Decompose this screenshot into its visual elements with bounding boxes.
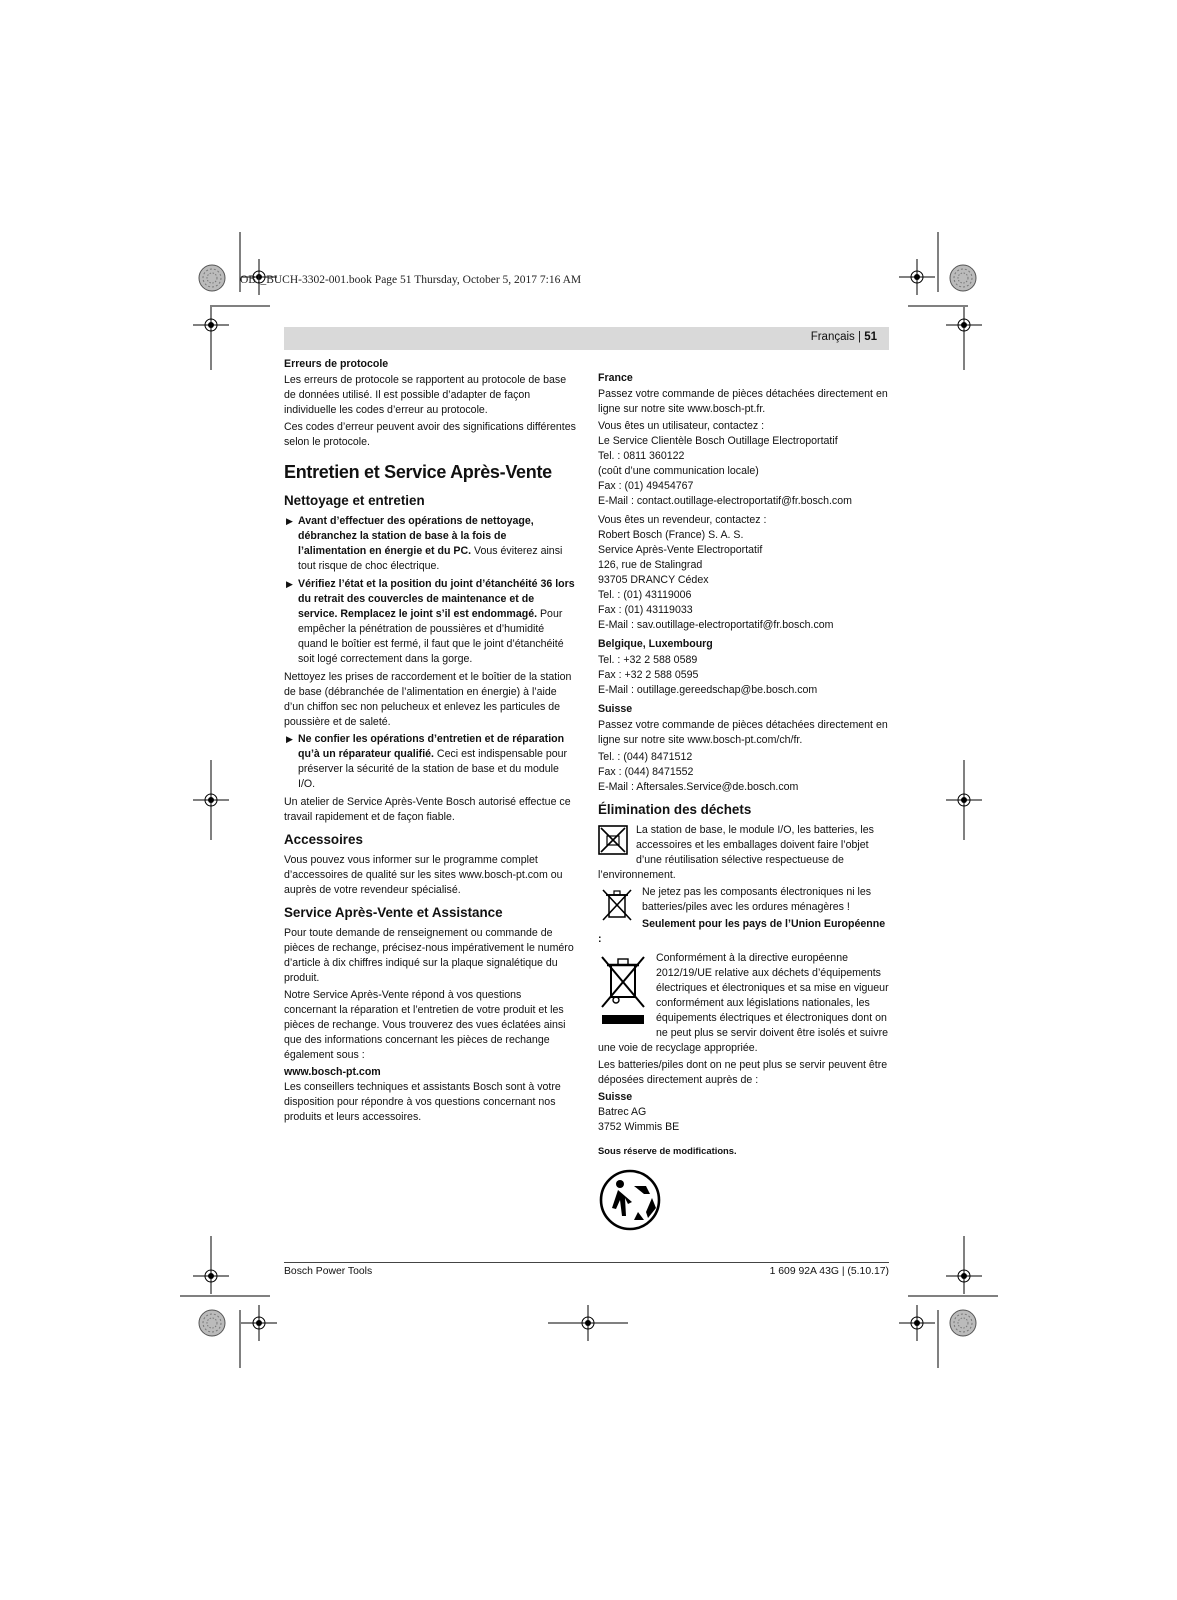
elimination-title: Élimination des déchets — [598, 802, 752, 817]
france-user-contact — [598, 419, 890, 509]
eu-directive-block — [598, 951, 890, 1058]
contact-line: 126, rue de Stalingrad — [598, 559, 703, 571]
contact-line: Service Après-Vente Electroportatif — [598, 544, 763, 556]
service-url: www.bosch-pt.com — [284, 1066, 381, 1078]
bullet-2 — [284, 577, 576, 667]
separator: | — [858, 331, 861, 343]
footer-rule — [284, 1262, 889, 1263]
contact-line: Le Service Clientèle Bosch Outillage Electroportatif — [598, 435, 838, 447]
no-dumping-icon — [598, 825, 628, 855]
contact-line: Fax : (01) 43119033 — [598, 604, 693, 616]
suisse-contact — [598, 750, 890, 795]
language-page-label — [811, 331, 877, 343]
contact-line: Tel. : +32 2 588 0589 — [598, 654, 698, 666]
footer-doc-number: 1 609 92A 43G | (5.10.17) — [769, 1266, 889, 1277]
triangle-bullet-icon: ▶ — [286, 579, 293, 589]
contact-line: Robert Bosch (France) S. A. S. — [598, 529, 744, 541]
erreurs-title: Erreurs de protocole — [284, 358, 389, 370]
accessoires-paragraph: Vous pouvez vous informer sur le programme complet d’accessoires de qualité sur les sites www.bosch-pt.com ou auprès de votre revendeur spécialisé. — [284, 854, 563, 896]
language-label: Français — [810, 331, 855, 343]
address-line: 3752 Wimmis BE — [598, 1121, 680, 1133]
elimination-bin-block — [598, 885, 890, 947]
service-paragraph-1: Pour toute demande de renseignement ou commande de pièces de rechange, précisez-nous impérativement le numéro d’article à dix chiffres indiqué sur la plaque signalétique du produit. — [284, 927, 574, 984]
crossed-bin-icon — [600, 887, 634, 923]
contact-line: Tel. : (01) 43119006 — [598, 589, 692, 601]
contact-line: 93705 DRANCY Cédex — [598, 574, 709, 586]
france-dealer-contact — [598, 513, 890, 633]
contact-line: Tel. : 0811 360122 — [598, 450, 685, 462]
suisse2-title: Suisse — [598, 1091, 633, 1103]
bullet-1 — [284, 514, 576, 574]
bullet-2-text: Pour empêcher la pénétration de poussières et d’humidité quand le boîtier est fermé, il faut que le joint d’étanchéité soit logé correctement dans la gorge. — [298, 608, 564, 665]
contact-line: Vous êtes un utilisateur, contactez : — [598, 420, 765, 432]
bullet-3-bold: Ne confier les opérations d’entretien et de réparation qu’à un réparateur qualifié. — [298, 733, 565, 760]
address-line: Batrec AG — [598, 1106, 647, 1118]
contact-line: E-Mail : sav.outillage-electroportatif@fr.bosch.com — [598, 619, 834, 631]
nettoyage-title: Nettoyage et entretien — [284, 493, 425, 508]
bullet-2-bold: Vérifiez l’état et la position du joint d’étanchéité 36 lors du retrait des couvercles de maintenance et de service. Remplacez le joint s’il est endommagé. — [298, 578, 575, 620]
triangle-bullet-icon: ▶ — [286, 516, 293, 526]
contact-line: Vous êtes un revendeur, contactez : — [598, 514, 767, 526]
nettoyage-paragraph: Nettoyez les prises de raccordement et le boîtier de la station de base (débranchée de l’alimentation en énergie) à l’aide d’un chiffon sec non pelucheux et enlevez les particules de poussière et de saleté. — [284, 671, 572, 728]
erreurs-paragraph-2: Ces codes d’erreur peuvent avoir des significations différentes selon le protocole. — [284, 421, 576, 448]
batteries-paragraph: Les batteries/piles dont on ne peut plus se servir peuvent être déposées directement auprès de : — [598, 1059, 888, 1086]
contact-line: (coût d’une communication locale) — [598, 465, 759, 477]
elimination-paragraph-1: La station de base, le module I/O, les batteries, les accessoires et les emballages doivent faire l’objet d’une réutilisation sélective respectueuse de l’environnement. — [598, 824, 874, 881]
book-header: OBJ_BUCH-3302-001.book Page 51 Thursday, October 5, 2017 7:16 AM — [240, 274, 582, 286]
bullet-1-text: Vous éviterez ainsi tout risque de choc électrique. — [298, 545, 563, 572]
atelier-paragraph: Un atelier de Service Après-Vente Bosch autorisé effectue ce travail rapidement et de façon fiable. — [284, 796, 571, 823]
eu-only-label: Seulement pour les pays de l’Union Européenne : — [598, 918, 886, 945]
bullet-3 — [284, 732, 576, 792]
contact-line: Tel. : (044) 8471512 — [598, 751, 693, 763]
main-heading: Entretien et Service Après-Vente — [284, 462, 552, 482]
contact-line: Fax : +32 2 588 0595 — [598, 669, 699, 681]
bullet-3-text: Ceci est indispensable pour préserver la sécurité de la station de base et du module I/O. — [298, 748, 568, 790]
elimination-recycle-block — [598, 823, 890, 885]
right-column — [598, 371, 890, 1237]
suisse-title: Suisse — [598, 703, 633, 715]
contact-line: E-Mail : outillage.gereedschap@be.bosch.com — [598, 684, 818, 696]
service-paragraph-2: Notre Service Après-Vente répond à vos questions concernant la réparation et l’entretien de votre produit et les pièces de rechange. Vous trouverez des vues éclatées ainsi que des informations concernant les pièces de rechange également sous : — [284, 989, 566, 1061]
left-column — [284, 357, 576, 1127]
france-paragraph: Passez votre commande de pièces détachées directement en ligne sur notre site www.bosch-pt.fr. — [598, 388, 888, 415]
triman-recycling-icon — [598, 1168, 662, 1232]
accessoires-title: Accessoires — [284, 832, 363, 847]
belgique-title: Belgique, Luxembourg — [598, 638, 713, 650]
bullet-1-bold: Avant d’effectuer des opérations de nettoyage, débranchez la station de base à la fois de l’alimentation en énergie et du PC. — [298, 515, 534, 557]
weee-bin-icon — [598, 953, 648, 1027]
page-number: 51 — [864, 331, 877, 343]
belgique-contact — [598, 653, 890, 698]
reserve-notice: Sous réserve de modifications. — [598, 1145, 737, 1156]
page-top-bar — [284, 327, 889, 350]
triangle-bullet-icon: ▶ — [286, 734, 293, 744]
contact-line: Fax : (01) 49454767 — [598, 480, 694, 492]
service-title: Service Après-Vente et Assistance — [284, 905, 503, 920]
footer-brand: Bosch Power Tools — [284, 1266, 373, 1277]
contact-line: E-Mail : Aftersales.Service@de.bosch.com — [598, 781, 799, 793]
service-paragraph-3: Les conseillers techniques et assistants Bosch sont à votre disposition pour répondre à vos questions concernant nos produits et leurs accessoires. — [284, 1081, 561, 1123]
erreurs-paragraph-1: Les erreurs de protocole se rapportent au protocole de base de données utilisé. Il est possible d’adapter de façon individuelle les codes d’erreur au protocole. — [284, 374, 567, 416]
eu-directive-paragraph: Conformément à la directive européenne 2012/19/UE relative aux déchets d’équipements électriques et électroniques et sa mise en vigueur conformément aux législations nationales, les équipements électriques et électroniques dont on ne peut plus se servir doivent être isolés et suivre une voie de recyclage appropriée. — [598, 952, 889, 1054]
france-title: France — [598, 372, 633, 384]
contact-line: Fax : (044) 8471552 — [598, 766, 694, 778]
elimination-paragraph-2: Ne jetez pas les composants électroniques ni les batteries/piles avec les ordures ménagères ! — [642, 886, 872, 913]
contact-line: E-Mail : contact.outillage-electroportatif@fr.bosch.com — [598, 495, 852, 507]
suisse-paragraph: Passez votre commande de pièces détachées directement en ligne sur notre site www.bosch-pt.com/ch/fr. — [598, 719, 888, 746]
batrec-address — [598, 1105, 890, 1135]
